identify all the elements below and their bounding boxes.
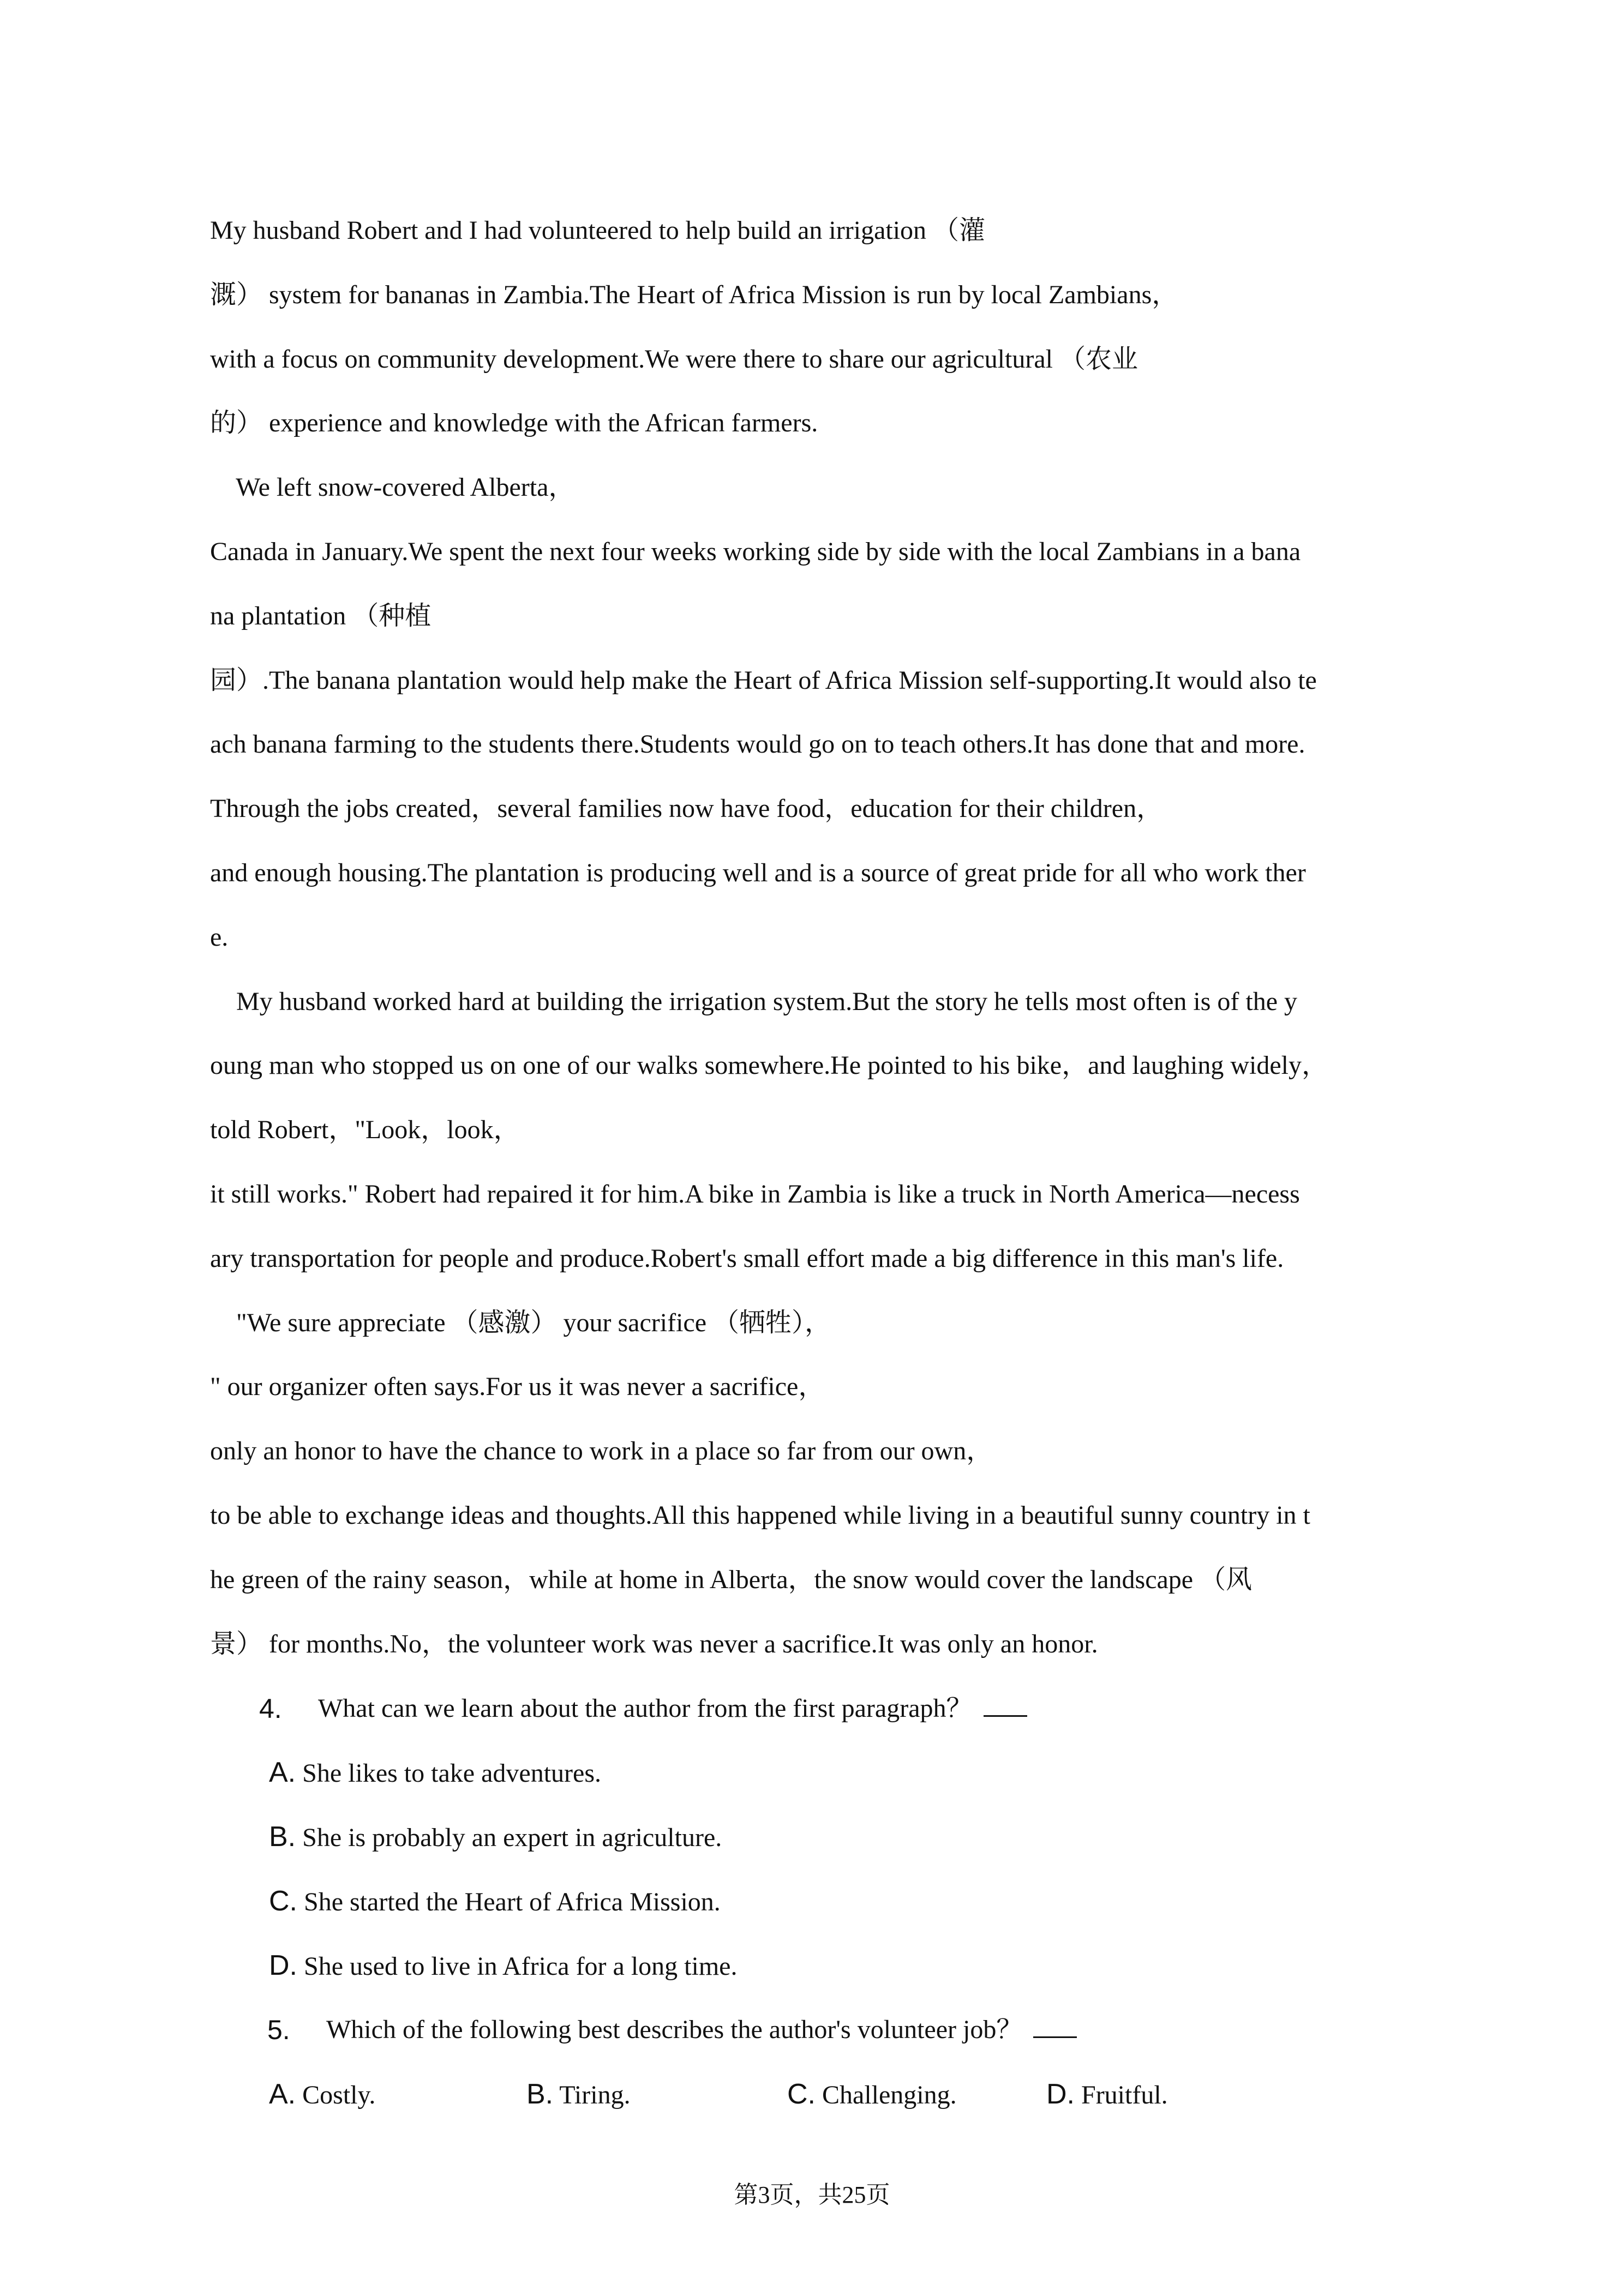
passage-line: " our organizer often says.For us it was never a sacrifice， — [210, 1372, 825, 1401]
page-number-footer: 第3页，共25页 — [734, 2181, 890, 2208]
passage-line: oung man who stopped us on one of our walks somewhere.He pointed to his bike，and laughing widely， — [210, 1051, 1328, 1080]
passage-line: ary transportation for people and produce.Robert's small effort made a big difference in this man's life. — [210, 1244, 1284, 1273]
option-c[interactable] — [787, 2078, 957, 2112]
option-d[interactable] — [1046, 2078, 1168, 2112]
option-b[interactable] — [269, 1820, 722, 1854]
option-text: Fruitful. — [1081, 2081, 1168, 2109]
passage-line: My husband Robert and I had volunteered to help build an irrigation （灌 — [210, 216, 986, 245]
question-text: Which of the following best describes the author's volunteer job？ — [326, 2013, 1077, 2046]
passage-line: Canada in January.We spent the next four weeks working side by side with the local Zambians in a bana — [210, 537, 1301, 566]
passage-line: na plantation （种植 — [210, 602, 432, 630]
option-c[interactable] — [269, 1885, 721, 1919]
option-letter: A. — [269, 1757, 296, 1788]
option-letter: D. — [1046, 2078, 1075, 2110]
passage-line: 景） for months.No，the volunteer work was never a sacrifice.It was only an honor. — [210, 1630, 1098, 1658]
passage-line: and enough housing.The plantation is producing well and is a source of great pride for all who work ther — [210, 858, 1306, 887]
option-a[interactable] — [269, 1756, 601, 1790]
passage-line: We left snow-covered Alberta， — [210, 473, 575, 502]
answer-blank[interactable] — [1033, 2015, 1077, 2038]
passage-line: only an honor to have the chance to work in a place so far from our own， — [210, 1436, 993, 1465]
option-letter: B. — [269, 1821, 296, 1853]
question-text: What can we learn about the author from the first paragraph？ — [318, 1692, 1027, 1725]
passage-line: ach banana farming to the students there.Students would go on to teach others.It has done that and more. — [210, 730, 1305, 759]
passage-line: to be able to exchange ideas and thoughts.All this happened while living in a beautiful sunny country in t — [210, 1501, 1310, 1530]
passage-line: told Robert，"Look，look， — [210, 1115, 520, 1144]
option-letter: D. — [269, 1950, 297, 1981]
option-letter: A. — [269, 2078, 296, 2110]
question-number: 4. — [259, 1693, 282, 1724]
option-text: Challenging. — [822, 2081, 957, 2109]
option-text: She likes to take adventures. — [302, 1759, 601, 1788]
passage-line: "We sure appreciate （感激） your sacrifice （牺牲）， — [210, 1308, 831, 1337]
option-text: Costly. — [302, 2081, 376, 2109]
option-b[interactable] — [526, 2078, 631, 2112]
passage-line: it still works." Robert had repaired it for him.A bike in Zambia is like a truck in North America—necess — [210, 1180, 1300, 1209]
option-a[interactable] — [269, 2078, 375, 2112]
passage-line: 溉） system for bananas in Zambia.The Heart of Africa Mission is run by local Zambians， — [210, 280, 1178, 309]
passage-line: 的） experience and knowledge with the African farmers. — [210, 408, 818, 437]
option-letter: B. — [526, 2078, 554, 2110]
option-text: She used to live in Africa for a long time. — [304, 1952, 738, 1981]
option-letter: C. — [269, 1885, 297, 1917]
option-text: Tiring. — [559, 2081, 631, 2109]
passage-line: e. — [210, 923, 229, 952]
question-number: 5. — [267, 2015, 290, 2045]
option-letter: C. — [787, 2078, 816, 2110]
passage-line: he green of the rainy season，while at home in Alberta，the snow would cover the landscape （风 — [210, 1565, 1253, 1594]
option-text: She started the Heart of Africa Mission. — [304, 1888, 721, 1916]
option-d[interactable] — [269, 1949, 737, 1983]
passage-line: with a focus on community development.We were there to share our agricultural （农业 — [210, 345, 1138, 374]
passage-line: 园）.The banana plantation would help make the Heart of Africa Mission self-supporting.It would also te — [210, 666, 1317, 695]
passage-line: Through the jobs created，several families now have food，education for their children， — [210, 794, 1163, 823]
answer-blank[interactable] — [984, 1693, 1027, 1717]
option-text: She is probably an expert in agriculture. — [302, 1823, 722, 1852]
passage-line: My husband worked hard at building the irrigation system.But the story he tells most often is of the y — [210, 987, 1298, 1016]
